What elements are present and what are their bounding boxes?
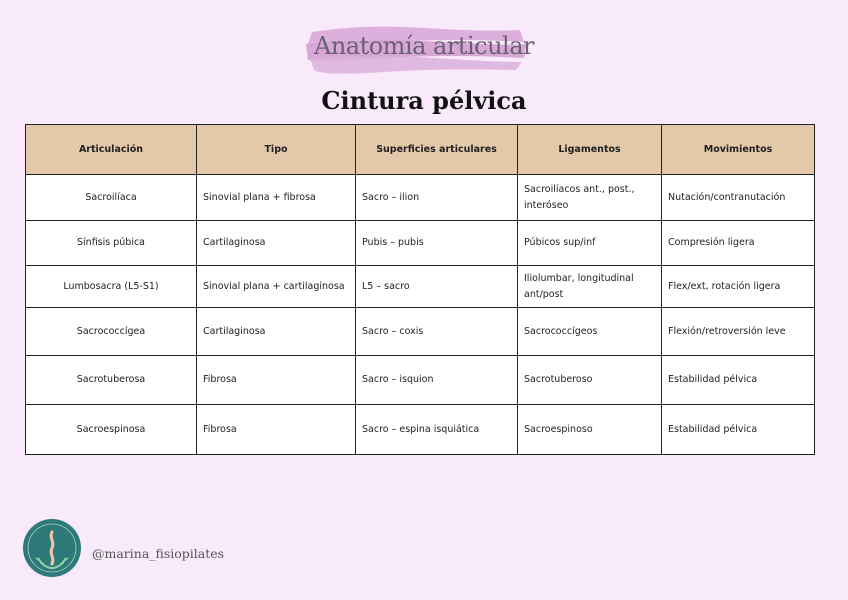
section-subtitle: Anatomía articular bbox=[313, 32, 535, 60]
table-cell: Púbicos sup/inf bbox=[518, 221, 662, 266]
table-cell: Sacroespinosa bbox=[26, 405, 197, 455]
table-cell: Lumbosacra (L5-S1) bbox=[26, 266, 197, 308]
table-cell: Pubis – pubis bbox=[356, 221, 518, 266]
social-handle: @marina_fisiopilates bbox=[92, 546, 225, 561]
brand-logo-icon bbox=[22, 518, 82, 578]
table-cell: Estabilidad pélvica bbox=[662, 356, 815, 405]
table-cell: Sacroespinoso bbox=[518, 405, 662, 455]
column-header: Superficies articulares bbox=[356, 125, 518, 175]
table-cell: Flexión/retroversión leve bbox=[662, 308, 815, 356]
table-row bbox=[26, 308, 815, 356]
table-cell: Sacrotuberosa bbox=[26, 356, 197, 405]
table-cell: Sacro – coxis bbox=[356, 308, 518, 356]
table-cell: Iliolumbar, longitudinal ant/post bbox=[518, 266, 662, 308]
table-cell: Sacro – espina isquiática bbox=[356, 405, 518, 455]
table-cell: Flex/ext, rotación ligera bbox=[662, 266, 815, 308]
table-cell: Sacrotuberoso bbox=[518, 356, 662, 405]
table-row bbox=[26, 266, 815, 308]
table-cell: Sacro – isquion bbox=[356, 356, 518, 405]
table-cell: Sínfisis púbica bbox=[26, 221, 197, 266]
table-cell: L5 – sacro bbox=[356, 266, 518, 308]
table-cell: Sinovial plana + cartilaginosa bbox=[197, 266, 356, 308]
table-cell: Sacrococcígea bbox=[26, 308, 197, 356]
page-title: Cintura pélvica bbox=[321, 86, 527, 115]
table-cell: Sacro – ilion bbox=[356, 175, 518, 221]
table-row bbox=[26, 405, 815, 455]
table-cell: Nutación/contranutación bbox=[662, 175, 815, 221]
table-cell: Sacroilíacos ant., post., interóseo bbox=[518, 175, 662, 221]
joints-table bbox=[25, 124, 815, 455]
table-cell: Sacroilíaca bbox=[26, 175, 197, 221]
table-cell: Estabilidad pélvica bbox=[662, 405, 815, 455]
table-cell: Cartilaginosa bbox=[197, 221, 356, 266]
table-cell: Fibrosa bbox=[197, 356, 356, 405]
table-cell: Cartilaginosa bbox=[197, 308, 356, 356]
header bbox=[0, 0, 848, 80]
column-header: Ligamentos bbox=[518, 125, 662, 175]
column-header: Movimientos bbox=[662, 125, 815, 175]
table-cell: Sacrococcígeos bbox=[518, 308, 662, 356]
table-row bbox=[26, 356, 815, 405]
table-row bbox=[26, 175, 815, 221]
table-cell: Sinovial plana + fibrosa bbox=[197, 175, 356, 221]
table-row bbox=[26, 221, 815, 266]
column-header: Articulación bbox=[26, 125, 197, 175]
table-cell: Fibrosa bbox=[197, 405, 356, 455]
table-header-row bbox=[26, 125, 815, 175]
table-cell: Compresión ligera bbox=[662, 221, 815, 266]
column-header: Tipo bbox=[197, 125, 356, 175]
